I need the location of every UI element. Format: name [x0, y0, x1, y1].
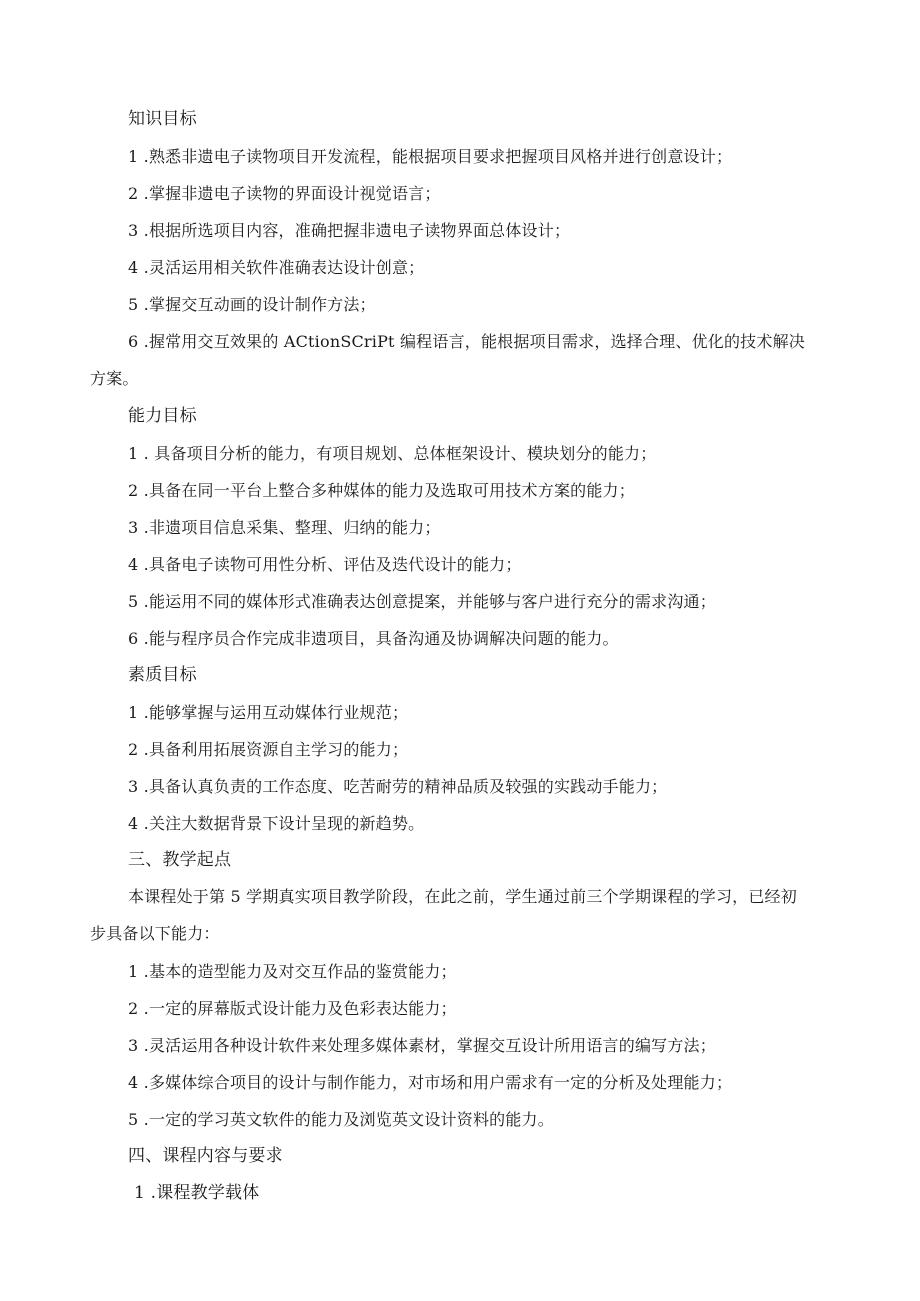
knowledge-item-6-continued: 方案。 [90, 369, 139, 388]
section3-intro-line-1: 本课程处于第 5 学期真实项目教学阶段，在此之前，学生通过前三个学期课程的学习，已经初 [128, 887, 797, 906]
ability-item-2: 2 .具备在同一平台上整合多种媒体的能力及选取可用技术方案的能力； [128, 481, 635, 500]
ability-heading: 能力目标 [128, 406, 197, 426]
section3-item-1: 1 .基本的造型能力及对交互作品的鉴赏能力； [128, 962, 457, 981]
section3-item-3: 3 .灵活运用各种设计软件来处理多媒体素材，掌握交互设计所用语言的编写方法； [128, 1036, 716, 1055]
quality-heading: 素质目标 [128, 665, 197, 685]
section4-subheading-1: 1 .课程教学载体 [134, 1183, 260, 1203]
ability-item-6: 6 .能与程序员合作完成非遗项目，具备沟通及协调解决问题的能力。 [128, 629, 619, 648]
section3-item-2: 2 .一定的屏幕版式设计能力及色彩表达能力； [128, 999, 457, 1018]
ability-item-3: 3 .非遗项目信息采集、整理、归纳的能力； [128, 518, 441, 537]
section3-item-5: 5 .一定的学习英文软件的能力及浏览英文设计资料的能力。 [128, 1110, 554, 1129]
knowledge-item-2: 2 .掌握非遗电子读物的界面设计视觉语言； [128, 184, 441, 203]
knowledge-item-1: 1 .熟悉非遗电子读物项目开发流程，能根据项目要求把握项目风格并进行创意设计； [128, 147, 733, 166]
section3-item-4: 4 .多媒体综合项目的设计与制作能力，对市场和用户需求有一定的分析及处理能力； [128, 1073, 733, 1092]
quality-item-2: 2 .具备利用拓展资源自主学习的能力； [128, 740, 409, 759]
knowledge-item-3: 3 .根据所选项目内容，准确把握非遗电子读物界面总体设计； [128, 221, 571, 240]
quality-item-1: 1 .能够掌握与运用互动媒体行业规范； [128, 703, 409, 722]
quality-item-4: 4 .关注大数据背景下设计呈现的新趋势。 [128, 814, 425, 833]
section3-intro-line-2: 步具备以下能力： [90, 924, 220, 943]
section3-heading: 三、教学起点 [128, 850, 232, 870]
knowledge-item-6: 6 .握常用交互效果的 ACtionSCriPt 编程语言，能根据项目需求，选择合理、优化的技术解决 [128, 332, 805, 351]
knowledge-heading: 知识目标 [128, 109, 197, 129]
ability-item-5: 5 .能运用不同的媒体形式准确表达创意提案，并能够与客户进行充分的需求沟通； [128, 592, 716, 611]
ability-item-4: 4 .具备电子读物可用性分析、评估及迭代设计的能力； [128, 555, 522, 574]
knowledge-item-5: 5 .掌握交互动画的设计制作方法； [128, 295, 376, 314]
section4-heading: 四、课程内容与要求 [128, 1146, 283, 1166]
knowledge-item-4: 4 .灵活运用相关软件准确表达设计创意； [128, 258, 425, 277]
ability-item-1: 1 . 具备项目分析的能力，有项目规划、总体框架设计、模块划分的能力； [128, 444, 657, 463]
quality-item-3: 3 .具备认真负责的工作态度、吃苦耐劳的精神品质及较强的实践动手能力； [128, 777, 668, 796]
